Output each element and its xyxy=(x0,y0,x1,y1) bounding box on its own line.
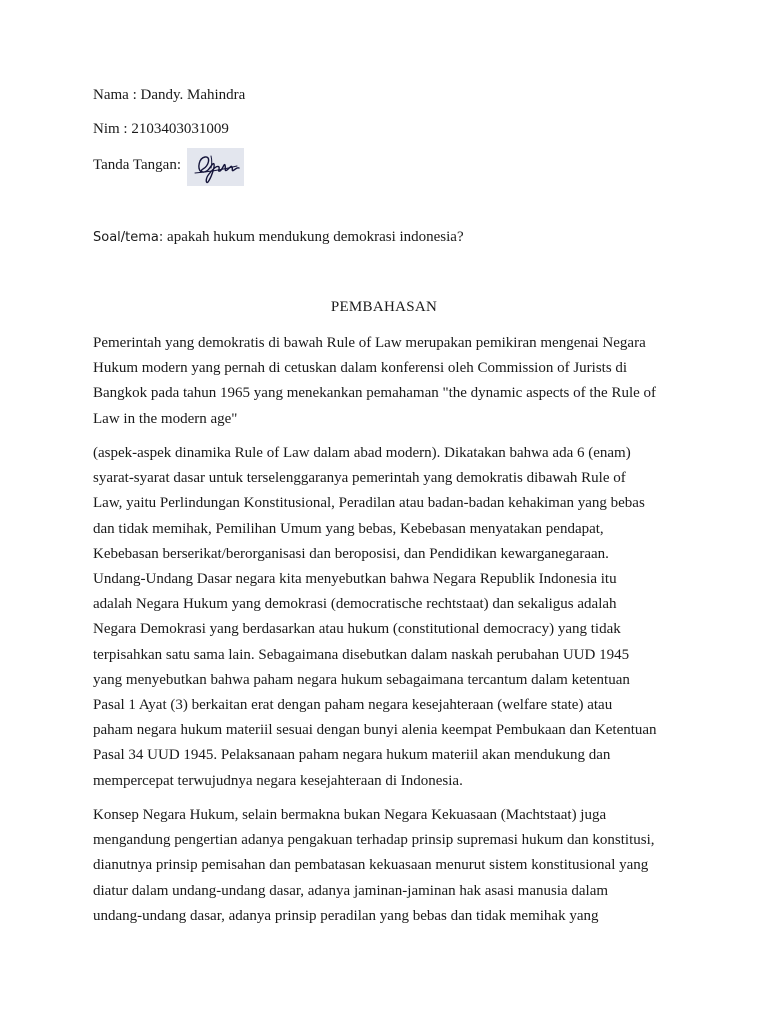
text-line: Law, yaitu Perlindungan Konstitusional, Peradilan atau badan-badan kehakiman yang bebas xyxy=(93,495,645,512)
signature-label: Tanda Tangan: xyxy=(93,157,182,173)
text-line: undang-undang dasar, adanya prinsip peradilan yang bebas dan tidak memihak yang xyxy=(93,907,599,924)
text-line: Bangkok pada tahun 1965 yang menekankan pemahaman "the dynamic aspects of the Rule of xyxy=(93,385,657,402)
text-line: adalah Negara Hukum yang demokrasi (democratische rechtstaat) dan sekaligus adalah xyxy=(93,596,617,613)
text-line: diatur dalam undang-undang dasar, adanya jaminan-jaminan hak asasi manusia dalam xyxy=(93,882,609,899)
student-name: Nama : Dandy. Mahindra xyxy=(93,87,246,103)
text-line: Pemerintah yang demokratis di bawah Rule of Law merupakan pemikiran mengenai Negara xyxy=(93,335,646,351)
paragraph-1 xyxy=(93,331,683,432)
text-line: Pasal 34 UUD 1945. Pelaksanaan paham negara hukum materiil akan mendukung dan xyxy=(93,747,611,764)
student-id: Nim : 2103403031009 xyxy=(93,121,229,137)
text-line: Negara Demokrasi yang berdasarkan atau hukum (constitutional democracy) yang tidak xyxy=(93,621,621,638)
text-line: Pasal 1 Ayat (3) berkaitan erat dengan paham negara kesejahteraan (welfare state) atau xyxy=(93,697,613,714)
text-line: Hukum modern yang pernah di cetuskan dalam konferensi oleh Commission of Jurists di xyxy=(93,360,628,377)
paragraph-2 xyxy=(93,441,683,794)
text-line: paham negara hukum materiil sesuai dengan bunyi alenia keempat Pembukaan dan Ketentuan xyxy=(93,722,657,739)
text-line: Law in the modern age" xyxy=(93,410,238,427)
text-line: Konsep Negara Hukum, selain bermakna bukan Negara Kekuasaan (Machtstaat) juga xyxy=(93,807,607,823)
signature-image xyxy=(187,148,244,186)
text-line: yang menyebutkan bahwa paham negara hukum sebagaimana tercantum dalam ketentuan xyxy=(93,671,630,688)
text-line: Kebebasan berserikat/berorganisasi dan beroposisi, dan Pendidikan kewarganegaraan. xyxy=(93,545,609,562)
text-line: mengandung pengertian adanya pengakuan terhadap prinsip supremasi hukum dan konstitusi, xyxy=(93,832,655,849)
text-line: mempercepat terwujudnya negara kesejahteraan di Indonesia. xyxy=(93,772,463,789)
paragraph-3 xyxy=(93,803,683,929)
question-label: Soal/tema: xyxy=(93,230,164,245)
text-line: syarat-syarat dasar untuk terselenggaranya pemerintah yang demokratis dibawah Rule of xyxy=(93,470,626,487)
question-line xyxy=(93,229,464,246)
text-line: dan tidak memihak, Pemilihan Umum yang bebas, Kebebasan menyatakan pendapat, xyxy=(93,520,604,537)
question-text: apakah hukum mendukung demokrasi indonesia? xyxy=(163,229,464,245)
section-heading: PEMBAHASAN xyxy=(330,299,438,315)
text-line: (aspek-aspek dinamika Rule of Law dalam abad modern). Dikatakan bahwa ada 6 (enam) xyxy=(93,445,631,461)
signature-scribble xyxy=(187,148,244,186)
text-line: dianutnya prinsip pemisahan dan pembatasan kekuasaan menurut sistem konstitusional yang xyxy=(93,857,649,874)
text-line: terpisahkan satu sama lain. Sebagaimana disebutkan dalam naskah perubahan UUD 1945 xyxy=(93,646,630,663)
text-line: Undang-Undang Dasar negara kita menyebutkan bahwa Negara Republik Indonesia itu xyxy=(93,571,617,588)
